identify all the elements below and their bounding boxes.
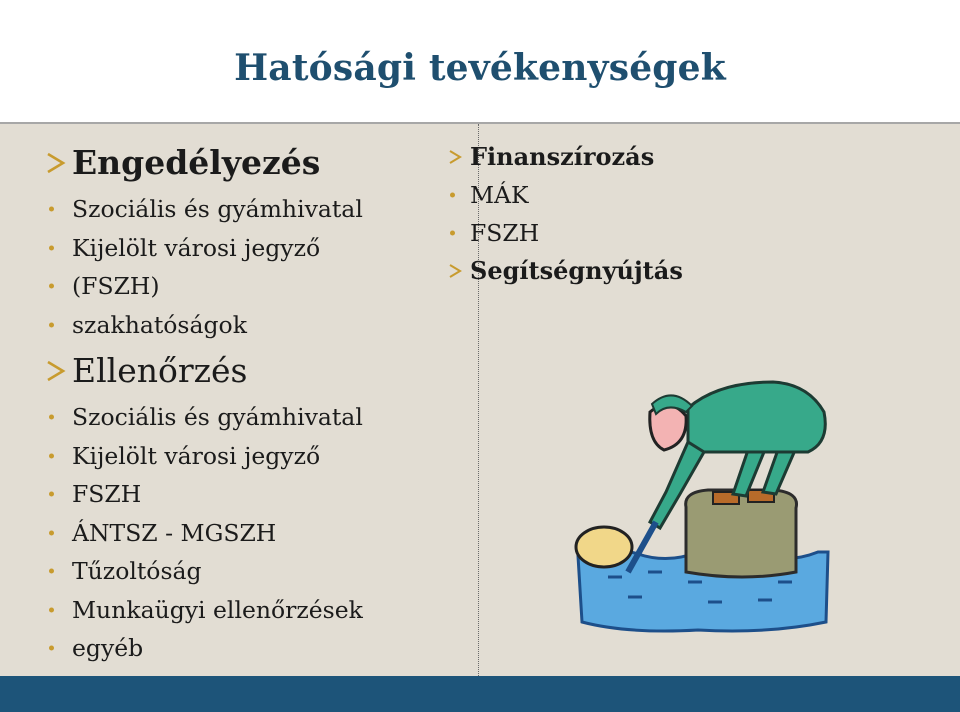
arrow-bullet-icon xyxy=(448,149,462,165)
list-item: Szociális és gyámhivatal xyxy=(46,398,363,437)
footer-bar xyxy=(0,676,960,712)
heading-label: Engedélyezés xyxy=(72,143,321,182)
bullet-dot xyxy=(49,453,54,458)
list-item: FSZH xyxy=(46,475,363,514)
list-item: Kijelölt városi jegyző xyxy=(46,229,363,268)
bullet-dot xyxy=(49,284,54,289)
section-heading-segitsegnyujtas xyxy=(448,252,683,290)
list-item: (FSZH) xyxy=(46,267,363,306)
heading-label: Finanszírozás xyxy=(470,142,655,171)
heading-label: Segítségnyújtás xyxy=(470,256,683,285)
title-area xyxy=(0,0,960,124)
right-column xyxy=(448,138,683,290)
left-column xyxy=(46,136,363,668)
list-item: MÁK xyxy=(448,176,683,214)
list-item: ÁNTSZ - MGSZH xyxy=(46,514,363,553)
list-item: szakhatóságok xyxy=(46,306,363,345)
list-item: FSZH xyxy=(448,214,683,252)
list-item: egyéb xyxy=(46,629,363,668)
bullet-dot xyxy=(49,245,54,250)
bullet-dot xyxy=(49,207,54,212)
bullet-dot xyxy=(49,492,54,497)
bullet-dot xyxy=(49,646,54,651)
list-item: Kijelölt városi jegyző xyxy=(46,437,363,476)
list-item: Szociális és gyámhivatal xyxy=(46,190,363,229)
bullet-dot xyxy=(49,530,54,535)
list-item: Tűzoltóság xyxy=(46,552,363,591)
bullet-dot xyxy=(49,322,54,327)
bullet-dot xyxy=(49,415,54,420)
section-heading-finanszirozas xyxy=(448,138,683,176)
slide-title: Hatósági tevékenységek xyxy=(234,47,726,89)
bullet-dot xyxy=(49,569,54,574)
heading-label: Ellenőrzés xyxy=(72,351,248,390)
bullet-dot xyxy=(49,607,54,612)
rescue-man-clipart-icon xyxy=(568,372,838,634)
arrow-bullet-icon xyxy=(46,152,66,174)
list-item: Munkaügyi ellenőrzések xyxy=(46,591,363,630)
bullet-dot xyxy=(450,193,455,198)
section-heading-ellenorzes xyxy=(46,344,363,398)
bullet-dot xyxy=(450,231,455,236)
arrow-bullet-icon xyxy=(46,360,66,382)
section-heading-engedelyezes xyxy=(46,136,363,190)
arrow-bullet-icon xyxy=(448,263,462,279)
